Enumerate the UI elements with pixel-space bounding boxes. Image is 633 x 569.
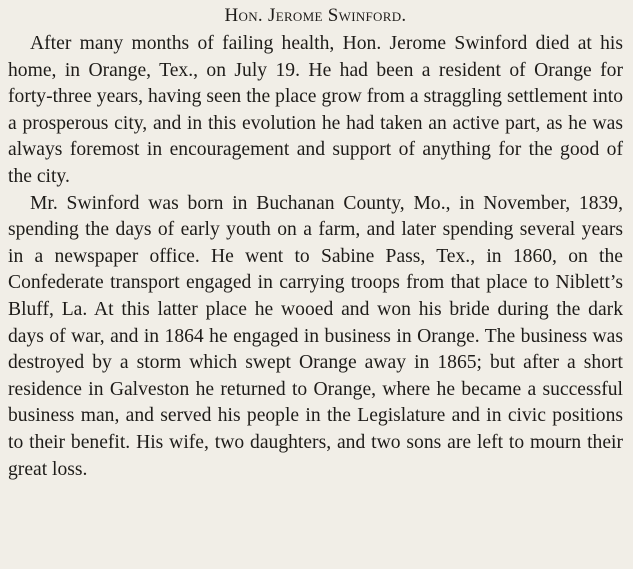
article-title-text: Hon. Jerome Swinford.: [224, 5, 407, 26]
article-title: [8, 4, 623, 28]
article-paragraph-2: Mr. Swinford was born in Buchanan County, Mo., in November, 1839, spending the days of early youth on a farm, and later spending several years in a newspaper office. He went to Sabine Pass, Tex., in 1860, on the Confederate transport engaged in carrying troops from that place to Niblett’s Bluff, La. At this latter place he wooed and won his bride during the dark days of war, and in 1864 he engaged in business in Orange. The business was destroyed by a storm which swept Orange away in 1865; but after a short residence in Galveston he returned to Orange, where he became a successful business man, and served his people in the Legislature and in civic positions to their benefit. His wife, two daughters, and two sons are left to mourn their great loss.: [8, 192, 623, 480]
article-paragraph-1: After many months of failing health, Hon. Jerome Swinford died at his home, in Orange, Tex., on July 19. He had been a resident of Orange for forty-three years, having seen the place grow from a straggling settlement into a prosperous city, and in this evolution he had taken an active part, as he was always foremost in encouragement and support of anything for the good of the city.: [8, 33, 623, 187]
